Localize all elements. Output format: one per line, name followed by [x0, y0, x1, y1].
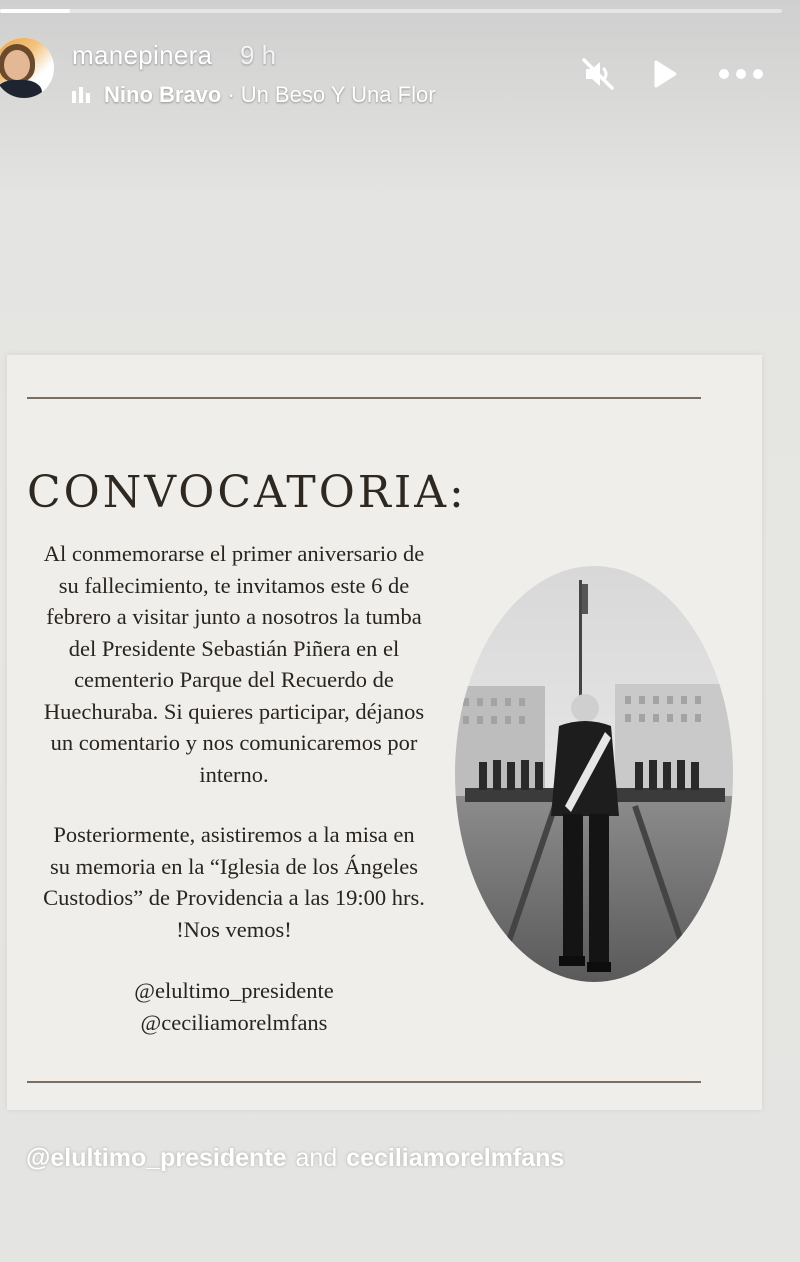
mass-paragraph [19, 819, 449, 945]
play-button[interactable] [642, 52, 686, 96]
top-divider [27, 397, 701, 399]
speaker-muted-icon [579, 55, 617, 93]
text-line: Al conmemorarse el primer aniversario de [43, 541, 425, 566]
music-sticker[interactable] [72, 80, 436, 110]
handle-line: @ceciliamorelmfans [140, 1009, 328, 1035]
play-icon [647, 57, 681, 91]
story-progress-fill [0, 9, 70, 13]
handles-block [19, 975, 449, 1038]
text-line: Custodios” de Providencia a las 19:00 hrs. [43, 885, 425, 910]
text-line: su fallecimiento, te invitamos este 6 de [58, 572, 410, 598]
mention-conjunction: and [295, 1144, 338, 1172]
text-line: del Presidente Sebastián Piñera en el [68, 635, 400, 661]
mention-link[interactable]: ceciliamorelmfans [346, 1144, 565, 1172]
memorial-photo [455, 566, 733, 982]
text-line: febrero a visitar junto a nosotros la tumba [46, 604, 422, 629]
story-progress-track [0, 9, 782, 13]
post-time: 9 h [240, 40, 277, 70]
username[interactable]: manepinera [72, 40, 213, 70]
story-post-card [7, 355, 762, 1110]
avatar-shirt [0, 80, 42, 98]
post-headline: CONVOCATORIA: [27, 467, 467, 518]
music-bars-icon [72, 87, 90, 103]
more-options-button[interactable] [714, 52, 768, 96]
text-line: interno. [199, 761, 269, 787]
text-line: Posteriormente, asistiremos a la misa en [53, 822, 415, 847]
mute-button[interactable] [576, 52, 620, 96]
music-separator: · [227, 82, 235, 107]
more-options-icon [717, 67, 765, 81]
music-artist: Nino Bravo [104, 82, 222, 107]
text-line: cementerio Parque del Recuerdo de [74, 667, 394, 692]
story-header [0, 30, 800, 120]
music-song: Un Beso Y Una Flor [240, 82, 436, 107]
avatar-face [4, 50, 30, 80]
mentions-line [26, 1144, 564, 1173]
bottom-divider [27, 1081, 701, 1083]
mention-link[interactable]: @elultimo_presidente [26, 1144, 287, 1172]
text-line: !Nos vemos! [176, 916, 292, 942]
invitation-paragraph [19, 538, 449, 790]
text-line: un comentario y nos comunicaremos por [50, 730, 418, 755]
avatar[interactable] [0, 38, 54, 98]
text-line: su memoria en la “Iglesia de los Ángeles [49, 853, 418, 879]
text-line: Huechuraba. Si quieres participar, déjanos [43, 698, 425, 724]
handle-line: @elultimo_presidente [134, 978, 334, 1003]
